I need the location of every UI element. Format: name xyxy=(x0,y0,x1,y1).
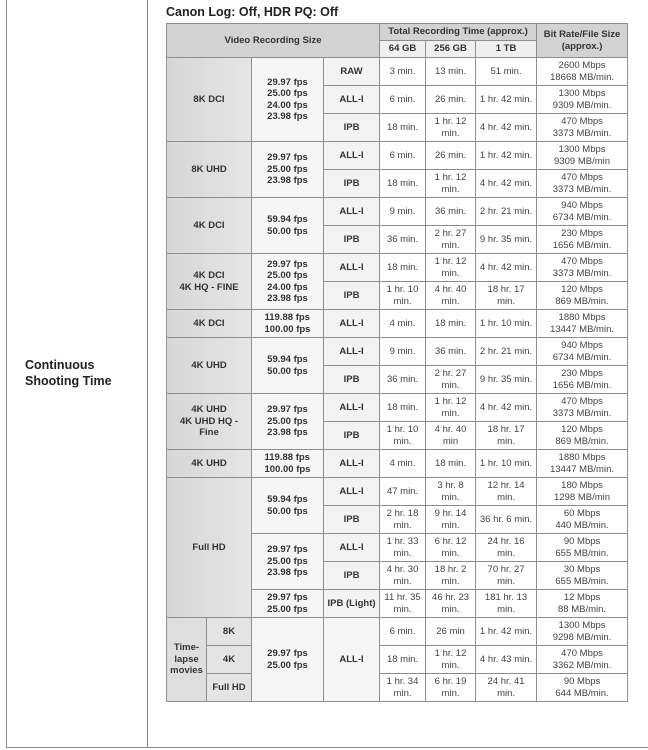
fps-line: 29.97 fps xyxy=(267,152,308,164)
filesize-value: 3373 MB/min. xyxy=(552,407,612,419)
bitrate-cell xyxy=(537,646,628,674)
header-1tb: 1 TB xyxy=(476,41,537,58)
bitrate-cell xyxy=(537,170,628,198)
fps-line: 29.97 fps xyxy=(267,76,308,88)
time-t256: 1 hr. 12 min. xyxy=(426,394,476,422)
fps-line: 59.94 fps xyxy=(267,494,308,505)
timelapse-label-cell xyxy=(167,618,207,702)
size-cell xyxy=(167,142,252,198)
fps-line: 25.00 fps xyxy=(267,270,308,281)
fps-line: 100.00 fps xyxy=(264,463,311,475)
time-t64: 1 hr. 34 min. xyxy=(380,674,426,702)
fps-line: 23.98 fps xyxy=(267,111,308,122)
filesize-value: 1656 MB/min. xyxy=(552,239,612,251)
time-t64: 18 min. xyxy=(380,114,426,142)
bitrate-value: 230 Mbps xyxy=(561,368,603,379)
bitrate-value: 30 Mbps xyxy=(563,564,601,575)
filesize-value: 9298 MB/min. xyxy=(552,631,612,643)
fps-line: 29.97 fps xyxy=(267,592,308,603)
time-t64: 1 hr. 10 min. xyxy=(380,422,426,450)
codec-cell: ALL-I xyxy=(324,338,380,366)
bitrate-cell xyxy=(537,198,628,226)
table-row xyxy=(167,142,628,170)
codec-cell: ALL-I xyxy=(324,254,380,282)
bitrate-cell xyxy=(537,394,628,422)
time-t256: 18 hr. 2 min. xyxy=(426,562,476,590)
table-row xyxy=(167,198,628,226)
size-label: 8K DCI xyxy=(193,93,225,105)
size-cell xyxy=(167,198,252,254)
codec-cell: RAW xyxy=(324,58,380,86)
time-t1tb: 51 min. xyxy=(476,58,537,86)
codec-cell: ALL-I xyxy=(324,394,380,422)
codec-cell: IPB xyxy=(324,226,380,254)
size-cell xyxy=(167,254,252,310)
time-t256: 3 hr. 8 min. xyxy=(426,478,476,506)
fps-cell xyxy=(252,338,324,394)
codec-cell: ALL-I xyxy=(324,478,380,506)
time-t64: 2 hr. 18 min. xyxy=(380,506,426,534)
time-t1tb: 18 hr. 17 min. xyxy=(476,282,537,310)
recording-time-table xyxy=(166,23,628,702)
time-t256: 26 min xyxy=(426,618,476,646)
bitrate-cell xyxy=(537,254,628,282)
bitrate-cell xyxy=(537,590,628,618)
time-t256: 1 hr. 12 min. xyxy=(426,254,476,282)
time-t1tb: 1 hr. 42 min. xyxy=(476,142,537,170)
row-label: Continuous Shooting Time xyxy=(25,358,112,388)
size-label: 4K UHD xyxy=(191,404,227,416)
size-cell xyxy=(167,310,252,338)
bitrate-value: 180 Mbps xyxy=(561,480,603,491)
bitrate-value: 1880 Mbps xyxy=(558,452,606,463)
fps-cell xyxy=(252,478,324,534)
filesize-value: 13447 MB/min. xyxy=(550,323,614,335)
size-label: 8K UHD xyxy=(191,163,227,175)
size-cell xyxy=(167,338,252,394)
header-bitrate: Bit Rate/File Size (approx.) xyxy=(537,24,628,58)
time-t1tb: 36 hr. 6 min. xyxy=(476,506,537,534)
table-row xyxy=(167,478,628,506)
fps-line: 25.00 fps xyxy=(267,163,308,175)
fps-cell xyxy=(252,394,324,450)
bitrate-value: 470 Mbps xyxy=(561,256,603,267)
time-t256: 6 hr. 12 min. xyxy=(426,534,476,562)
time-t64: 4 min. xyxy=(380,310,426,338)
time-t1tb: 1 hr. 10 min. xyxy=(476,450,537,478)
timelapse-size-cell: 4K xyxy=(207,646,252,674)
fps-line: 29.97 fps xyxy=(267,404,308,416)
fps-line: 50.00 fps xyxy=(267,225,308,237)
time-t256: 4 hr. 40 min xyxy=(426,422,476,450)
fps-line: 100.00 fps xyxy=(264,323,311,335)
table-title: Canon Log: Off, HDR PQ: Off xyxy=(166,5,339,19)
time-t256: 2 hr. 27 min. xyxy=(426,226,476,254)
time-t1tb: 1 hr. 10 min. xyxy=(476,310,537,338)
bitrate-value: 2600 Mbps xyxy=(558,60,606,71)
bitrate-value: 120 Mbps xyxy=(561,424,603,435)
time-t256: 6 hr. 19 min. xyxy=(426,674,476,702)
bitrate-cell xyxy=(537,422,628,450)
time-t256: 36 min. xyxy=(426,338,476,366)
time-t1tb: 2 hr. 21 min. xyxy=(476,338,537,366)
time-t1tb: 24 hr. 41 min. xyxy=(476,674,537,702)
filesize-value: 6734 MB/min. xyxy=(552,351,612,363)
time-t64: 36 min. xyxy=(380,226,426,254)
fps-line: 50.00 fps xyxy=(267,365,308,377)
time-t1tb: 4 hr. 42 min. xyxy=(476,170,537,198)
time-t1tb: 4 hr. 42 min. xyxy=(476,114,537,142)
size-cell xyxy=(167,450,252,478)
bitrate-value: 60 Mbps xyxy=(563,508,601,519)
fps-line: 59.94 fps xyxy=(267,354,308,365)
bitrate-cell xyxy=(537,114,628,142)
time-t256: 13 min. xyxy=(426,58,476,86)
time-t256: 18 min. xyxy=(426,310,476,338)
bitrate-cell xyxy=(537,86,628,114)
table-row xyxy=(167,254,628,282)
bitrate-value: 120 Mbps xyxy=(561,284,603,295)
filesize-value: 1656 MB/min. xyxy=(552,379,612,391)
filesize-value: 88 MB/min. xyxy=(558,603,607,615)
fps-line: 24.00 fps xyxy=(267,281,308,293)
filesize-value: 440 MB/min. xyxy=(555,519,609,531)
codec-cell: ALL-I xyxy=(324,618,380,702)
size-label-2: 4K HQ - FINE xyxy=(179,281,239,293)
time-t64: 3 min. xyxy=(380,58,426,86)
table-row xyxy=(167,338,628,366)
bitrate-value: 1300 Mbps xyxy=(558,620,606,631)
bitrate-cell xyxy=(537,534,628,562)
timelapse-size-cell: 8K xyxy=(207,618,252,646)
bitrate-cell xyxy=(537,282,628,310)
fps-line: 23.98 fps xyxy=(267,567,308,579)
fps-line: 50.00 fps xyxy=(267,505,308,517)
bitrate-value: 90 Mbps xyxy=(563,536,601,547)
fps-line: 59.94 fps xyxy=(267,214,308,225)
timelapse-size-cell: Full HD xyxy=(207,674,252,702)
time-t1tb: 1 hr. 42 min. xyxy=(476,618,537,646)
fps-line: 119.88 fps xyxy=(264,312,310,323)
bitrate-value: 470 Mbps xyxy=(561,116,603,127)
codec-cell: IPB (Light) xyxy=(324,590,380,618)
fps-line: 29.97 fps xyxy=(267,648,308,659)
codec-cell: IPB xyxy=(324,366,380,394)
codec-cell: IPB xyxy=(324,114,380,142)
codec-cell: IPB xyxy=(324,422,380,450)
size-cell xyxy=(167,58,252,142)
time-t64: 6 min. xyxy=(380,142,426,170)
table-row xyxy=(167,674,628,702)
time-t64: 36 min. xyxy=(380,366,426,394)
fps-line: 25.00 fps xyxy=(267,88,308,99)
filesize-value: 9309 MB/min xyxy=(554,155,611,167)
time-t64: 6 min. xyxy=(380,86,426,114)
time-t64: 47 min. xyxy=(380,478,426,506)
fps-line: 25.00 fps xyxy=(267,415,308,427)
bitrate-cell xyxy=(537,618,628,646)
filesize-value: 3373 MB/min. xyxy=(552,127,612,139)
fps-cell xyxy=(252,142,324,198)
bitrate-cell xyxy=(537,478,628,506)
codec-cell: IPB xyxy=(324,506,380,534)
fps-cell xyxy=(252,450,324,478)
frame-left-border xyxy=(6,0,7,748)
table-row xyxy=(167,310,628,338)
codec-cell: ALL-I xyxy=(324,198,380,226)
bitrate-value: 470 Mbps xyxy=(561,648,603,659)
bitrate-value: 940 Mbps xyxy=(561,340,603,351)
size-label: 4K DCI xyxy=(193,270,225,281)
filesize-value: 3373 MB/min. xyxy=(552,267,612,279)
size-label: 4K DCI xyxy=(193,219,225,231)
time-t64: 9 min. xyxy=(380,198,426,226)
frame-bottom-border xyxy=(6,747,648,748)
time-t64: 11 hr. 35 min. xyxy=(380,590,426,618)
codec-cell: ALL-I xyxy=(324,534,380,562)
bitrate-cell xyxy=(537,338,628,366)
filesize-value: 3362 MB/min. xyxy=(552,659,612,671)
fps-line: 25.00 fps xyxy=(267,603,308,615)
header-256gb: 256 GB xyxy=(426,41,476,58)
time-t1tb: 1 hr. 42 min. xyxy=(476,86,537,114)
time-t64: 1 hr. 33 min. xyxy=(380,534,426,562)
time-t256: 26 min. xyxy=(426,142,476,170)
size-label: 4K DCI xyxy=(193,317,225,329)
bitrate-value: 1300 Mbps xyxy=(558,88,606,99)
bitrate-cell xyxy=(537,450,628,478)
size-cell xyxy=(167,394,252,450)
time-t64: 6 min. xyxy=(380,618,426,646)
size-label: Full HD xyxy=(192,541,226,553)
time-t64: 1 hr. 10 min. xyxy=(380,282,426,310)
bitrate-value: 470 Mbps xyxy=(561,396,603,407)
table-row xyxy=(167,618,628,646)
header-64gb: 64 GB xyxy=(380,41,426,58)
filesize-value: 1298 MB/min xyxy=(554,491,611,503)
fps-cell xyxy=(252,198,324,254)
header-total-time: Total Recording Time (approx.) xyxy=(380,24,537,41)
filesize-value: 644 MB/min. xyxy=(555,687,609,699)
fps-line: 119.88 fps xyxy=(264,452,310,463)
time-t256: 1 hr. 12 min. xyxy=(426,170,476,198)
fps-line: 29.97 fps xyxy=(267,544,308,556)
time-t256: 46 hr. 23 min. xyxy=(426,590,476,618)
codec-cell: IPB xyxy=(324,170,380,198)
time-t64: 4 min. xyxy=(380,450,426,478)
timelapse-label: Time-lapse movies xyxy=(170,642,203,677)
bitrate-value: 1300 Mbps xyxy=(558,144,606,155)
bitrate-value: 1880 Mbps xyxy=(558,312,606,323)
frame-column-divider xyxy=(147,0,148,748)
time-t1tb: 24 hr. 16 min. xyxy=(476,534,537,562)
filesize-value: 9309 MB/min. xyxy=(552,99,612,111)
table-row xyxy=(167,394,628,422)
time-t64: 4 hr. 30 min. xyxy=(380,562,426,590)
bitrate-value: 940 Mbps xyxy=(561,200,603,211)
time-t1tb: 181 hr. 13 min. xyxy=(476,590,537,618)
codec-cell: IPB xyxy=(324,562,380,590)
bitrate-value: 230 Mbps xyxy=(561,228,603,239)
codec-cell: ALL-I xyxy=(324,142,380,170)
table-row xyxy=(167,646,628,674)
fps-cell xyxy=(252,590,324,618)
time-t256: 2 hr. 27 min. xyxy=(426,366,476,394)
time-t256: 36 min. xyxy=(426,198,476,226)
filesize-value: 655 MB/min. xyxy=(555,547,609,559)
bitrate-cell xyxy=(537,310,628,338)
fps-line: 25.00 fps xyxy=(267,659,308,671)
time-t256: 9 hr. 14 min. xyxy=(426,506,476,534)
filesize-value: 6734 MB/min. xyxy=(552,211,612,223)
bitrate-cell xyxy=(537,562,628,590)
time-t64: 18 min. xyxy=(380,394,426,422)
filesize-value: 869 MB/min. xyxy=(555,435,609,447)
time-t1tb: 4 hr. 42 min. xyxy=(476,254,537,282)
fps-cell xyxy=(252,310,324,338)
size-label: 4K UHD xyxy=(191,457,227,469)
header-video-size: Video Recording Size xyxy=(167,24,380,58)
time-t256: 26 min. xyxy=(426,86,476,114)
filesize-value: 655 MB/min. xyxy=(555,575,609,587)
time-t1tb: 9 hr. 35 min. xyxy=(476,226,537,254)
bitrate-cell xyxy=(537,226,628,254)
bitrate-cell xyxy=(537,506,628,534)
fps-line: 23.98 fps xyxy=(267,175,308,187)
bitrate-cell xyxy=(537,142,628,170)
time-t64: 9 min. xyxy=(380,338,426,366)
time-t256: 18 min. xyxy=(426,450,476,478)
bitrate-cell xyxy=(537,58,628,86)
fps-cell xyxy=(252,254,324,310)
bitrate-cell xyxy=(537,674,628,702)
bitrate-value: 12 Mbps xyxy=(563,592,601,603)
fps-line: 23.98 fps xyxy=(267,293,308,304)
time-t64: 18 min. xyxy=(380,254,426,282)
fps-line: 29.97 fps xyxy=(267,258,308,270)
time-t64: 18 min. xyxy=(380,646,426,674)
table-row xyxy=(167,450,628,478)
filesize-value: 3373 MB/min. xyxy=(552,183,612,195)
filesize-value: 869 MB/min. xyxy=(555,295,609,307)
time-t1tb: 2 hr. 21 min. xyxy=(476,198,537,226)
codec-cell: ALL-I xyxy=(324,86,380,114)
size-label-2: 4K UHD HQ - Fine xyxy=(179,415,239,439)
codec-cell: ALL-I xyxy=(324,310,380,338)
codec-cell: ALL-I xyxy=(324,450,380,478)
bitrate-value: 470 Mbps xyxy=(561,172,603,183)
bitrate-value: 90 Mbps xyxy=(563,676,601,687)
table-row xyxy=(167,58,628,86)
filesize-value: 13447 MB/min. xyxy=(550,463,614,475)
bitrate-cell xyxy=(537,366,628,394)
size-label: 4K UHD xyxy=(191,359,227,371)
time-t256: 1 hr. 12 min. xyxy=(426,114,476,142)
time-t1tb: 4 hr. 43 min. xyxy=(476,646,537,674)
fps-cell xyxy=(252,58,324,142)
time-t1tb: 12 hr. 14 min. xyxy=(476,478,537,506)
time-t1tb: 70 hr. 27 min. xyxy=(476,562,537,590)
time-t1tb: 4 hr. 42 min. xyxy=(476,394,537,422)
time-t64: 18 min. xyxy=(380,170,426,198)
fps-line: 23.98 fps xyxy=(267,427,308,439)
time-t256: 1 hr. 12 min. xyxy=(426,646,476,674)
fps-line: 24.00 fps xyxy=(267,99,308,111)
time-t1tb: 9 hr. 35 min. xyxy=(476,366,537,394)
time-t256: 4 hr. 40 min. xyxy=(426,282,476,310)
codec-cell: IPB xyxy=(324,282,380,310)
filesize-value: 18668 MB/min. xyxy=(550,71,614,83)
fps-cell xyxy=(252,534,324,590)
fps-line: 25.00 fps xyxy=(267,555,308,567)
time-t1tb: 18 hr. 17 min. xyxy=(476,422,537,450)
size-cell xyxy=(167,478,252,618)
fps-cell xyxy=(252,618,324,702)
